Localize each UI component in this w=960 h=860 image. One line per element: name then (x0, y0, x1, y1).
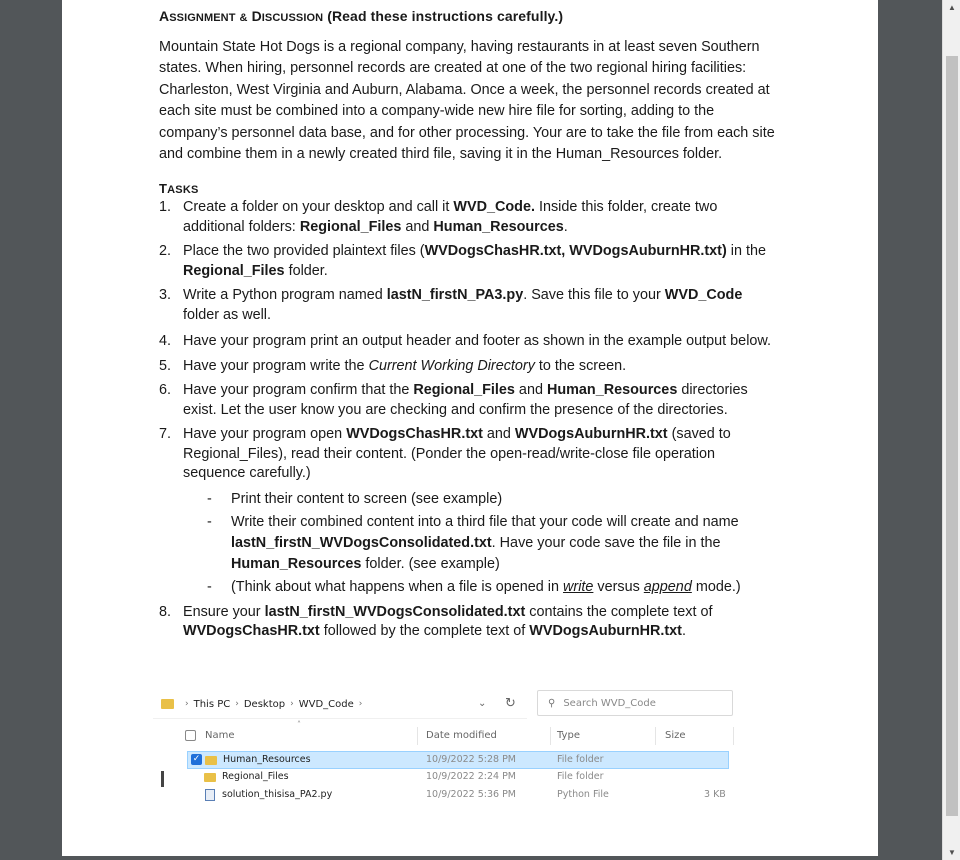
file-name: solution_thisisa_PA2.py (222, 789, 333, 800)
subitem-text: Write their combined content into a third file that your code will create and name (231, 513, 739, 530)
task-bold: Regional_Files (299, 218, 402, 235)
task-text: . (563, 218, 568, 235)
column-divider (655, 727, 656, 745)
python-file-icon (205, 789, 215, 801)
column-header (153, 720, 741, 747)
task-text: folder. (284, 262, 328, 279)
folder-icon (161, 699, 174, 709)
breadcrumb-this-pc[interactable]: This PC (193, 698, 231, 710)
task-text: and (482, 426, 515, 443)
scroll-down-icon[interactable]: ▼ (948, 848, 956, 857)
task-text: Have your program write the (183, 357, 369, 374)
file-row-python-file[interactable] (153, 787, 741, 805)
column-divider (417, 727, 418, 745)
task-bold: WVDogsChasHR.txt, WVDogsAuburnHR.txt) (424, 243, 727, 260)
subitem-text: versus (593, 578, 644, 595)
scroll-up-icon[interactable]: ▲ (948, 3, 956, 12)
task-6 (159, 381, 779, 420)
task-bold: lastN_firstN_WVDogsConsolidated.txt (264, 603, 526, 620)
tasks-heading (159, 181, 878, 196)
breadcrumb-desktop[interactable]: Desktop (243, 698, 286, 710)
task-text: folder as well. (183, 306, 271, 323)
file-list (153, 751, 741, 805)
task-text: and (514, 382, 547, 399)
task-text: to the screen. (534, 357, 627, 374)
column-divider (733, 727, 734, 745)
chevron-right-icon: › (358, 699, 363, 709)
vertical-scrollbar[interactable] (942, 0, 960, 860)
column-date-modified[interactable]: Date modified (426, 730, 497, 741)
subitem-bold: Human_Resources (231, 555, 362, 572)
tasks-heading-small: ASKS (167, 184, 199, 197)
file-date: 10/9/2022 2:24 PM (426, 771, 517, 782)
task-number: 5. (159, 357, 172, 374)
task-text: Create a folder on your desktop and call it (183, 199, 454, 216)
task-number: 1. (159, 199, 172, 216)
task-text: . Save this file to your (523, 287, 665, 304)
subitem-write (207, 512, 779, 575)
column-size[interactable]: Size (665, 730, 686, 741)
task-2 (159, 242, 779, 281)
task-1 (159, 198, 779, 237)
task-italic: Current Working Directory (368, 357, 535, 374)
task-text: Have your program confirm that the (183, 382, 414, 399)
column-divider (550, 727, 551, 745)
address-bar[interactable] (153, 690, 527, 719)
task-bold: WVDogsAuburnHR.txt (529, 623, 682, 640)
file-type: File folder (557, 754, 604, 765)
heading-cap-d: D (251, 8, 262, 24)
subitem-text: folder. (see example) (361, 555, 500, 572)
task-4 (159, 332, 779, 352)
heading-amp: & (239, 12, 248, 24)
scrollbar-thumb[interactable] (946, 56, 958, 816)
task-3 (159, 286, 779, 325)
sort-caret-icon: ˄ (297, 720, 301, 729)
chevron-down-icon[interactable]: ⌄ (478, 698, 487, 709)
subitem-text: mode.) (691, 578, 741, 595)
task-number: 8. (159, 603, 172, 620)
task-text: . (681, 623, 686, 640)
dash-bullet: - (207, 513, 212, 530)
task-text: and (401, 218, 434, 235)
task-text: (saved to Regional_Files), read their content. (Ponder the open-read/write-close file operation sequence carefully.) (183, 426, 731, 482)
file-type: Python File (557, 789, 609, 800)
task-bold: lastN_firstN_PA3.py (386, 287, 524, 304)
subitem-text: (Think about what happens when a file is opened in (231, 578, 564, 595)
task-bold: WVDogsAuburnHR.txt (514, 426, 668, 443)
subitem-think (207, 577, 779, 598)
checkmark-icon[interactable]: ✓ (192, 754, 201, 764)
document-page (62, 0, 878, 856)
task-5 (159, 357, 779, 377)
task-text: in the (726, 243, 766, 260)
task-number: 7. (159, 426, 172, 443)
subitem-text: Print their content to screen (see example) (231, 490, 503, 507)
task-bold: WVDogsChasHR.txt (183, 623, 320, 640)
task-text: contains the complete text of (525, 603, 713, 620)
dash-bullet: - (207, 490, 212, 507)
folder-icon (204, 773, 216, 782)
task-bold: WVD_Code (664, 287, 743, 304)
task-bold: WVD_Code. (453, 199, 535, 216)
column-name[interactable]: Name (205, 730, 235, 741)
heading-small-d: ISCUSSION (261, 12, 324, 24)
subitem-print (207, 489, 779, 510)
tasks-heading-cap: T (159, 181, 168, 197)
task-text: followed by the complete text of (319, 623, 530, 640)
task-number: 6. (159, 382, 172, 399)
breadcrumb-wvd-code[interactable]: WVD_Code (298, 698, 354, 710)
assignment-heading (159, 8, 878, 24)
task-7-subitems (207, 489, 779, 598)
file-row-human-resources[interactable] (187, 751, 729, 769)
task-number: 3. (159, 287, 172, 304)
chevron-right-icon: › (290, 699, 294, 709)
task-bold: Regional_Files (183, 262, 285, 279)
heading-note: (Read these instructions carefully.) (327, 8, 564, 24)
intro-paragraph: Mountain State Hot Dogs is a regional company, having restaurants in at least seven Southern states. When hiring, personnel records are created at one of the two regional hiring facilities: Charleston, West Virginia and Auburn, Alabama. Once a week, the personnel records created at each site must be combined into a company-wide new hire file for sorting, adding to the company’s personnel data base, and for other processing. Your are to take the file from each site and combine them in a newly created third file, saving it in the Human_Resources folder. (159, 39, 775, 163)
subitem-underlined: append (643, 578, 692, 595)
file-size: 3 KB (704, 789, 726, 800)
task-bold: WVDogsChasHR.txt (346, 426, 483, 443)
file-date: 10/9/2022 5:28 PM (426, 754, 517, 765)
heading-cap-a: A (159, 8, 170, 24)
task-bold: Regional_Files (413, 382, 515, 399)
task-text: Inside this folder, create two additional folders: (183, 199, 718, 235)
task-8 (159, 603, 779, 642)
search-icon: ⚲ (548, 697, 556, 709)
search-box[interactable] (537, 690, 733, 716)
file-date: 10/9/2022 5:36 PM (426, 789, 517, 800)
task-number: 2. (159, 243, 172, 260)
file-name: Human_Resources (223, 754, 311, 765)
explorer-toolbar (153, 685, 741, 719)
viewer-bottom-edge (0, 856, 942, 860)
task-text: directories exist. Let the user know you are checking and confirm the presence of the directories. (183, 382, 748, 418)
subitem-underlined: write (563, 578, 594, 595)
task-text: Ensure your (183, 603, 265, 620)
file-type: File folder (557, 771, 604, 782)
task-7 (159, 425, 779, 598)
folder-icon (205, 756, 217, 765)
task-text: Place the two provided plaintext files ( (183, 243, 425, 260)
task-text: Have your program open (183, 426, 347, 443)
explorer-screenshot (153, 683, 743, 818)
task-number: 4. (159, 333, 172, 350)
search-placeholder: Search WVD_Code (563, 697, 656, 709)
file-name: Regional_Files (222, 771, 289, 782)
subitem-text: . Have your code save the file in the (491, 534, 721, 551)
dash-bullet: - (207, 578, 212, 595)
heading-small-a: SSIGNMENT (169, 12, 236, 24)
task-list (159, 198, 779, 642)
task-text: Write a Python program named (183, 287, 387, 304)
chevron-right-icon: › (185, 699, 189, 709)
task-bold: Human_Resources (546, 382, 678, 399)
task-text: Have your program print an output header and footer as shown in the example output below. (183, 333, 771, 350)
column-type[interactable]: Type (557, 730, 580, 741)
task-bold: Human_Resources (433, 218, 564, 235)
refresh-icon[interactable]: ↻ (505, 696, 516, 711)
subitem-bold: lastN_firstN_WVDogsConsolidated.txt (231, 534, 492, 551)
file-row-regional-files[interactable] (153, 769, 741, 787)
select-all-checkbox[interactable] (185, 730, 196, 741)
chevron-right-icon: › (235, 699, 239, 709)
